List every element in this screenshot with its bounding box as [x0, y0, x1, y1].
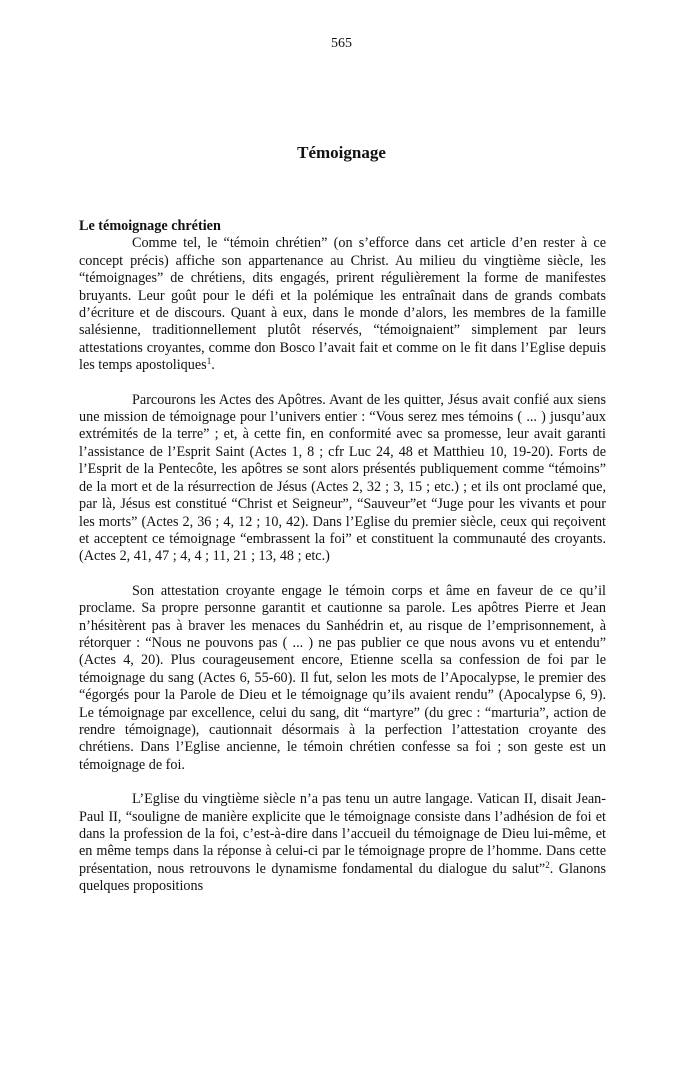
footnote-ref[interactable]: 1	[206, 356, 212, 367]
paragraph-text-tail: . Glanons quelques propositions	[79, 860, 606, 895]
page-title: Témoignage	[297, 143, 386, 162]
section-heading: Le témoignage chrétien	[79, 218, 221, 234]
paragraph-text-tail: .	[211, 357, 215, 374]
paragraph	[79, 583, 606, 774]
paragraph-text: Comme tel, le “témoin chrétien” (on s’efforce dans cet article d’en rester à ce concept précis) affiche son appartenance au Christ. Au milieu du vingtième siècle, les “témoignages” de chrétiens, dits engagés, prirent régulièrement la forme de manifestes bruyants. Leur goût pour le défi et la polémique les entraînait dans de grands combats d’écriture et de discours. Quant à eux, dans le monde d’alors, les membres de la famille salésienne, traditionnellement plutôt réservés, “témoignaient” simplement par leurs attestations croyantes, comme don Bosco l’avait fait et comme on le fit dans l’Eglise depuis les temps apostoliques	[79, 235, 606, 374]
paragraph-text: Son attestation croyante engage le témoin corps et âme en faveur de ce qu’il proclame. Sa propre personne garantit et cautionne sa parole. Les apôtres Pierre et Jean n’hésitèrent pas à braver les menaces du Sanhédrin et, au risque de l’emprisonnement, à rétorquer : “Nous ne pouvons pas ( ... ) ne pas publier ce que nous avons vu et entendu” (Actes 4, 20). Plus courageusement encore, Etienne scella sa confession de foi par le témoignage du sang (Actes 6, 55-60). Il fut, selon les mots de l’Apocalypse, le premier des “égorgés pour la Parole de Dieu et le témoignage qu’ils avaient rendu” (Apocalypse 6, 9). Le témoignage par excellence, celui du sang, dit “martyre” (du grec : “marturia”, action de rendre témoignage), cautionnait désormais à la perfection l’attestation croyante des chrétiens. Dans l’Eglise ancienne, le témoin chrétien confesse sa foi ; son geste est un témoignage de foi.	[79, 582, 606, 773]
paragraph-text: Parcourons les Actes des Apôtres. Avant de les quitter, Jésus avait confié aux siens une mission de témoignage pour l’univers entier : “Vous serez mes témoins ( ... ) jusqu’aux extrémités de la terre” ; et, à cette fin, en conformité avec sa promesse, leur avait garanti l’assistance de l’Esprit Saint (Actes 1, 8 ; cfr Luc 24, 48 et Matthieu 10, 19-20). Forts de l’Esprit de la Pentecôte, les apôtres se sont alors présentés publiquement comme “témoins” de la mort et de la résurrection de Jésus (Actes 2, 32 ; 3, 15 ; etc.) ; et ils ont proclamé que, par là, Jésus est constitué “Christ et Seigneur”, “Sauveur”et “Juge pour les vivants et pour les morts” (Actes 2, 36 ; 4, 12 ; 10, 42). Dans l’Eglise du premier siècle, ceux qui reçoivent et acceptent ce témoignage “embrassent la foi” et constituent la communauté des croyants. (Actes 2, 41, 47 ; 4, 4 ; 11, 21 ; 13, 48 ; etc.)	[79, 391, 606, 565]
paragraph-text: L’Eglise du vingtième siècle n’a pas tenu un autre langage. Vatican II, disait Jean-Paul II, “souligne de manière explicite que le témoignage consiste dans l’adhésion de foi et dans la profession de la foi, c’est-à-dire dans l’accueil du témoignage de Dieu lui-même, et en même temps dans la réponse à celui-ci par le témoignage propre de l’homme. Dans cette présentation, nous retrouvons le dynamisme fondamental du dialogue du salut”	[79, 791, 606, 877]
paragraph	[79, 235, 606, 374]
paragraph	[79, 392, 606, 566]
page-number: 565	[331, 36, 352, 51]
article-body	[79, 218, 606, 896]
paragraph	[79, 791, 606, 895]
footnote-ref[interactable]: 2	[545, 859, 550, 870]
